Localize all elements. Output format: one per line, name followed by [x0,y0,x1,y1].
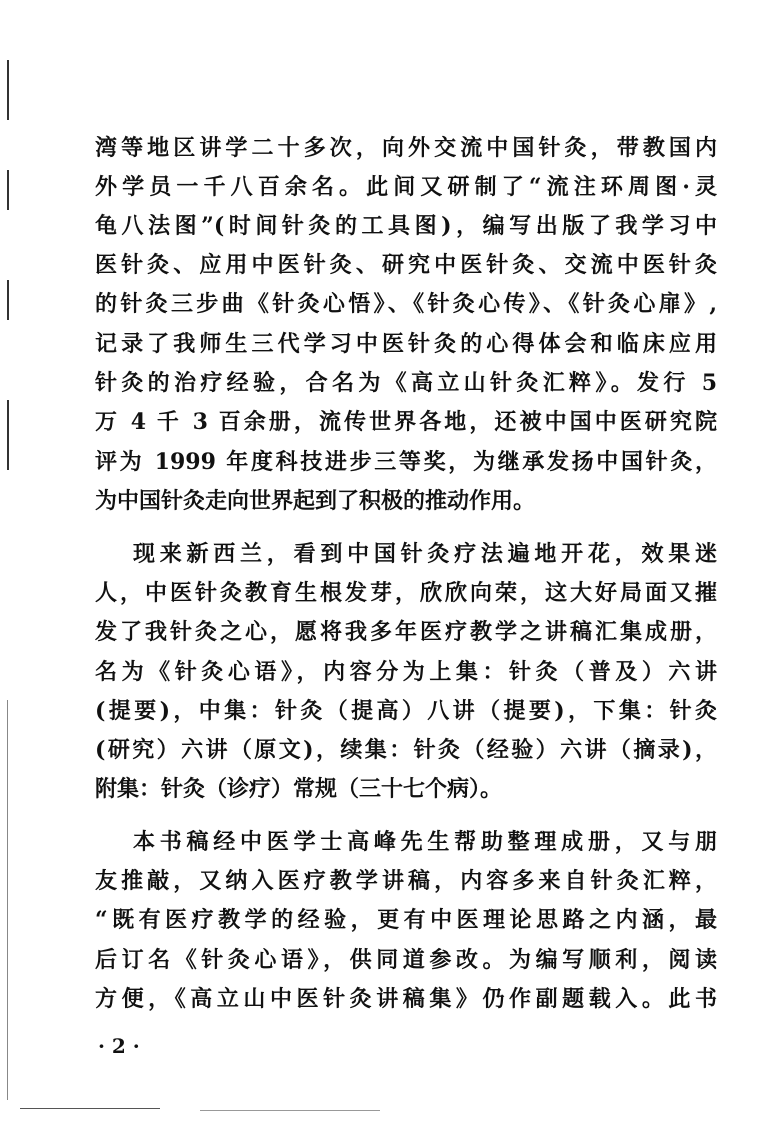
text-line: 人，中医针灸教育生根发芽，欣欣向荣，这大好局面又摧 [95,580,717,606]
text-line: 外学员一千八百余名。此间又研制了“流注环周图·灵 [95,174,717,200]
text-line: “既有医疗教学的经验，更有中医理论思路之内涵，最 [95,907,717,933]
text-line: 方便，《高立山中医针灸讲稿集》仍作副题载入。此书 [95,986,717,1012]
text-line: 名为《针灸心语》，内容分为上集：针灸（普及）六讲 [95,659,717,685]
scan-noise [20,1108,160,1109]
scan-edge-mark [7,400,9,470]
text-line: 后订名《针灸心语》，供同道参改。为编写顺利，阅读 [95,947,717,973]
text-line: (提要)，中集：针灸（提高）八讲（提要)，下集：针灸 [95,698,717,724]
text-line: 评为 1999 年度科技进步三等奖，为继承发扬中国针灸， [95,449,717,475]
text-line: 发了我针灸之心，愿将我多年医疗教学之讲稿汇集成册， [95,619,717,645]
scan-noise [200,1110,380,1111]
text-line: 的针灸三步曲《针灸心悟》、《针灸心传》、《针灸心扉》, [95,291,717,317]
text-line: 万 4 千 3 百余册，流传世界各地，还被中国中医研究院 [95,409,717,435]
text-line: 附集：针灸（诊疗）常规（三十七个病）。 [95,776,503,802]
text-line: (研究）六讲（原文)，续集：针灸（经验）六讲（摘录)， [95,737,717,763]
text-line: 本书稿经中医学士高峰先生帮助整理成册，又与朋 [133,829,717,855]
text-line: 记录了我师生三代学习中医针灸的心得体会和临床应用 [95,331,717,357]
scan-edge-mark [7,280,9,320]
text-line: 现来新西兰，看到中国针灸疗法遍地开花，效果迷 [133,541,717,567]
text-line: 友推敲，又纳入医疗教学讲稿，内容多来自针灸汇粹， [95,868,717,894]
scan-edge-mark [7,170,9,210]
scan-edge-mark [7,700,8,1100]
text-line: 湾等地区讲学二十多次，向外交流中国针灸，带教国内 [95,135,717,161]
scan-edge-mark [7,60,9,120]
text-line: 针灸的治疗经验，合名为《高立山针灸汇粹》。发行 5 [95,370,717,396]
text-line: 为中国针灸走向世界起到了积极的推动作用。 [95,488,536,514]
page-number: · 2 · [98,1034,140,1058]
text-line: 龟八法图”(时间针灸的工具图)，编写出版了我学习中 [95,213,717,239]
text-line: 医针灸、应用中医针灸、研究中医针灸、交流中医针灸 [95,252,717,278]
